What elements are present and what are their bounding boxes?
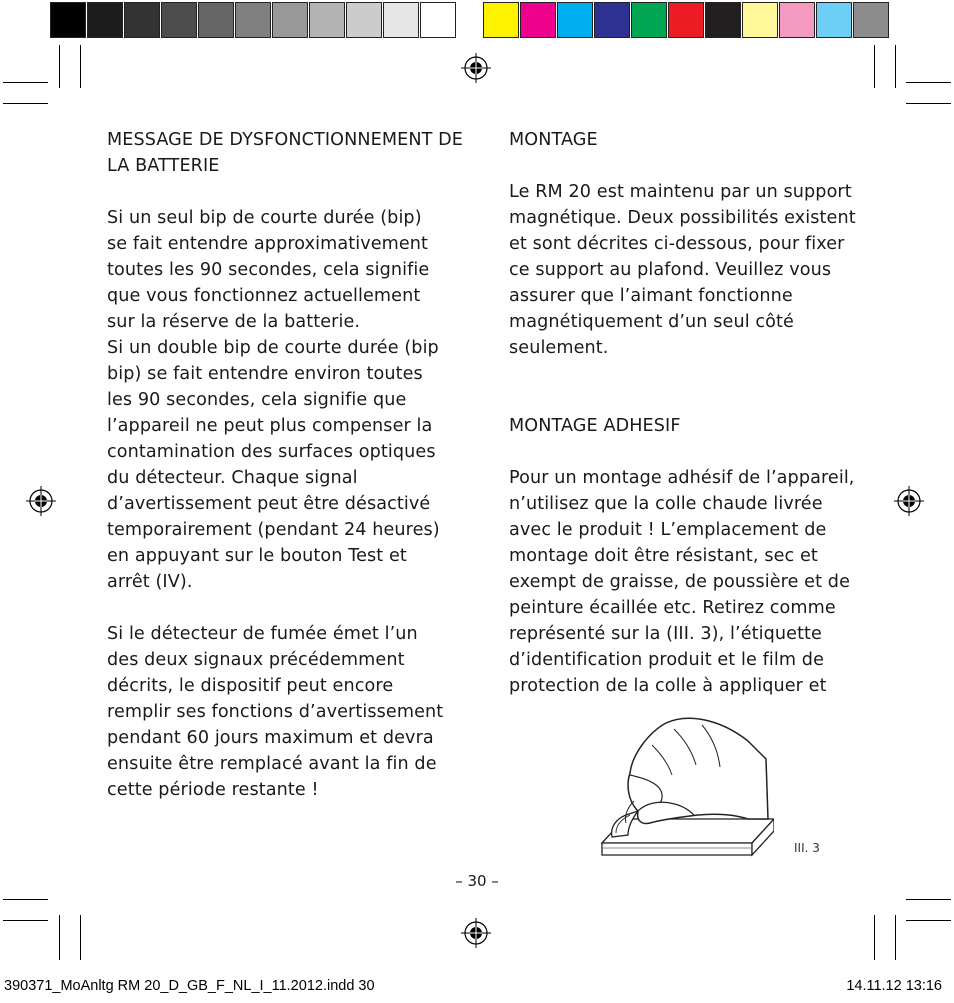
text-line: d’avertissement peut être désactivé [107,494,431,514]
text-line: seulement. [509,338,609,358]
text-line: Si le détecteur de fumée émet l’un [107,624,418,644]
section-heading: MESSAGE DE DYSFONCTIONNEMENT DE [107,130,463,150]
text-line: les 90 secondes, cela signifie que [107,390,407,410]
text-line: contamination des surfaces optiques [107,442,436,462]
crop-mark [906,920,951,921]
gray-swatch [272,2,308,38]
crop-mark [906,82,951,83]
crop-mark [3,82,48,83]
gray-swatch [309,2,345,38]
color-swatch [816,2,852,38]
section-heading: MONTAGE ADHESIF [509,416,681,436]
text-line: ce support au plafond. Veuillez vous [509,260,832,280]
text-line: décrits, le dispositif peut encore [107,676,394,696]
crop-mark [3,899,48,900]
gray-swatch [50,2,86,38]
crop-mark [895,915,896,960]
process-color-bar [483,2,890,38]
text-line: toutes les 90 secondes, cela signifie [107,260,430,280]
print-slug-filename: 390371_MoAnltg RM 20_D_GB_F_NL_I_11.2012.indd 30 [4,978,375,994]
crop-mark [3,920,48,921]
right-text-column [509,127,859,699]
print-slug-date: 14.11.12 13:16 [846,978,942,994]
text-line: exempt de graisse, de poussière et de [509,572,850,592]
crop-mark [906,899,951,900]
crop-mark [59,45,60,88]
registration-mark-icon [894,486,924,516]
text-line: pendant 60 jours maximum et devra [107,728,434,748]
text-line: avec le produit ! L’emplacement de [509,520,827,540]
crop-mark [906,103,951,104]
color-swatch [483,2,519,38]
text-line: que vous fonctionnez actuellement [107,286,421,306]
color-swatch [668,2,704,38]
gray-swatch [346,2,382,38]
text-line: protection de la colle à appliquer et [509,676,827,696]
gray-swatch [383,2,419,38]
crop-mark [59,915,60,960]
text-line: arrêt (IV). [107,572,193,592]
crop-mark [3,103,48,104]
color-swatch [520,2,556,38]
section-heading: MONTAGE [509,130,598,150]
text-line: se fait entendre approximativement [107,234,429,254]
text-line: du détecteur. Chaque signal [107,468,358,488]
registration-mark-icon [461,53,491,83]
text-line: d’identification produit et le film de [509,650,824,670]
crop-mark [80,45,81,88]
crop-mark [80,915,81,960]
text-line: assurer que l’aimant fonctionne [509,286,793,306]
text-line: remplir ses fonctions d’avertissement [107,702,444,722]
hand-peeling-label-illustration [598,715,774,857]
crop-mark [874,915,875,960]
text-line: représenté sur la (III. 3), l’étiquette [509,624,822,644]
color-swatch [705,2,741,38]
crop-mark [874,45,875,88]
color-swatch [557,2,593,38]
text-line: cette période restante ! [107,780,319,800]
gray-swatch [235,2,271,38]
figure-label: III. 3 [794,841,820,855]
text-line: l’appareil ne peut plus compenser la [107,416,433,436]
color-swatch [594,2,630,38]
grayscale-color-bar [50,2,457,38]
text-line: Le RM 20 est maintenu par un support [509,182,852,202]
color-swatch [742,2,778,38]
gray-swatch [124,2,160,38]
text-line: Si un double bip de courte durée (bip [107,338,439,358]
color-swatch [631,2,667,38]
gray-swatch [198,2,234,38]
text-line: magnétique. Deux possibilités existent [509,208,856,228]
gray-swatch [420,2,456,38]
text-line: magnétiquement d’un seul côté [509,312,794,332]
gray-swatch [87,2,123,38]
crop-mark [895,45,896,88]
registration-mark-icon [26,486,56,516]
page-number: – 30 – [455,872,499,890]
text-line: bip) se fait entendre environ toutes [107,364,423,384]
text-line: Pour un montage adhésif de l’appareil, [509,468,855,488]
text-line: en appuyant sur le bouton Test et [107,546,407,566]
color-swatch [853,2,889,38]
section-heading: LA BATTERIE [107,156,220,176]
text-line: Si un seul bip de courte durée (bip) [107,208,422,228]
text-line: n’utilisez que la colle chaude livrée [509,494,823,514]
color-swatch [779,2,815,38]
text-line: temporairement (pendant 24 heures) [107,520,440,540]
text-line: sur la réserve de la batterie. [107,312,361,332]
text-line: et sont décrites ci-dessous, pour fixer [509,234,845,254]
text-line: ensuite être remplacé avant la fin de [107,754,437,774]
text-line: montage doit être résistant, sec et [509,546,818,566]
text-line: peinture écaillée etc. Retirez comme [509,598,836,618]
text-line: des deux signaux précédemment [107,650,405,670]
left-text-column [107,127,463,803]
gray-swatch [161,2,197,38]
registration-mark-icon [461,918,491,948]
